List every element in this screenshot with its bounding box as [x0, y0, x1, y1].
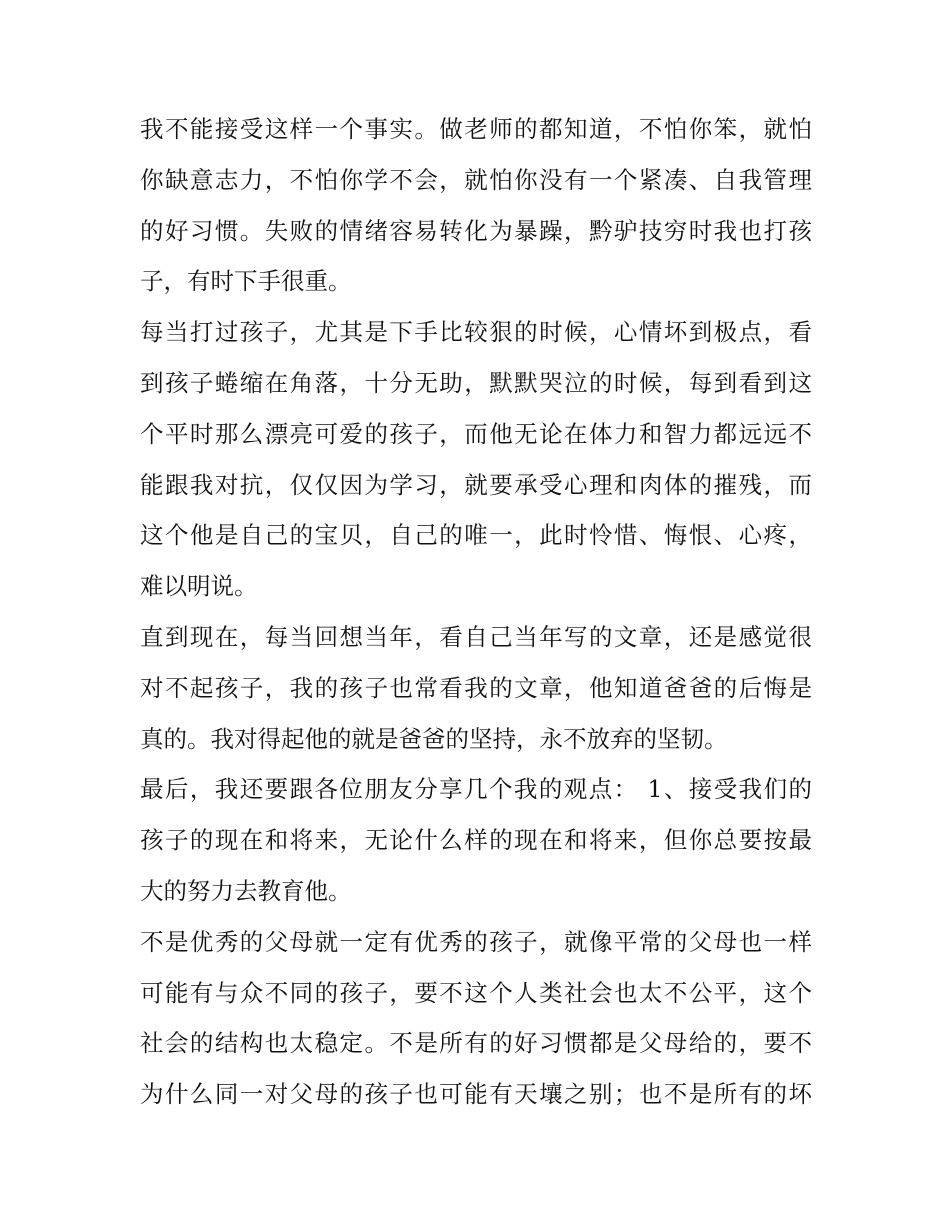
paragraph-4 — [140, 764, 812, 916]
text-line: 为什么同一对父母的孩子也可能有天壤之别；也不是所有的坏 — [140, 1080, 812, 1109]
paragraph-3 — [140, 612, 812, 764]
text-line: 孩子的现在和将来，无论什么样的现在和将来，但你总要按最 — [140, 826, 812, 855]
text-line: 每当打过孩子，尤其是下手比较狠的时候，心情坏到极点，看 — [140, 318, 812, 347]
text-line: 对不起孩子，我的孩子也常看我的文章，他知道爸爸的后悔是 — [140, 673, 812, 702]
text-line: 你缺意志力，不怕你学不会，就怕你没有一个紧凑、自我管理 — [140, 165, 812, 194]
text-line: 我不能接受这样一个事实。做老师的都知道，不怕你笨，就怕 — [140, 115, 812, 143]
text-line: 社会的结构也太稳定。不是所有的好习惯都是父母给的，要不 — [140, 1029, 812, 1058]
paragraph-5 — [140, 917, 812, 1120]
text-line: 子，有时下手很重。 — [140, 267, 352, 296]
text-line: 不是优秀的父母就一定有优秀的孩子，就像平常的父母也一样 — [140, 927, 812, 956]
text-line: 能跟我对抗，仅仅因为学习，就要承受心理和肉体的摧残，而 — [140, 470, 812, 499]
paragraph-1 — [140, 104, 812, 307]
text-line: 到孩子蜷缩在角落，十分无助，默默哭泣的时候，每到看到这 — [140, 368, 812, 397]
text-line: 真的。我对得起他的就是爸爸的坚持，永不放弃的坚韧。 — [140, 724, 728, 753]
text-line: 最后，我还要跟各位朋友分享几个我的观点： 1、接受我们的 — [140, 775, 812, 804]
text-line: 个平时那么漂亮可爱的孩子，而他无论在体力和智力都远远不 — [140, 419, 812, 448]
text-line: 大的努力去教育他。 — [140, 876, 352, 905]
text-line: 直到现在，每当回想当年，看自己当年写的文章，还是感觉很 — [140, 622, 812, 651]
text-line: 可能有与众不同的孩子，要不这个人类社会也太不公平，这个 — [140, 978, 812, 1007]
text-line: 的好习惯。失败的情绪容易转化为暴躁，黔驴技穷时我也打孩 — [140, 216, 812, 245]
paragraph-2 — [140, 307, 812, 612]
text-line: 这个他是自己的宝贝，自己的唯一，此时怜惜、悔恨、心疼， — [140, 521, 812, 550]
text-line: 难以明说。 — [140, 572, 258, 601]
document-body — [140, 104, 812, 1120]
